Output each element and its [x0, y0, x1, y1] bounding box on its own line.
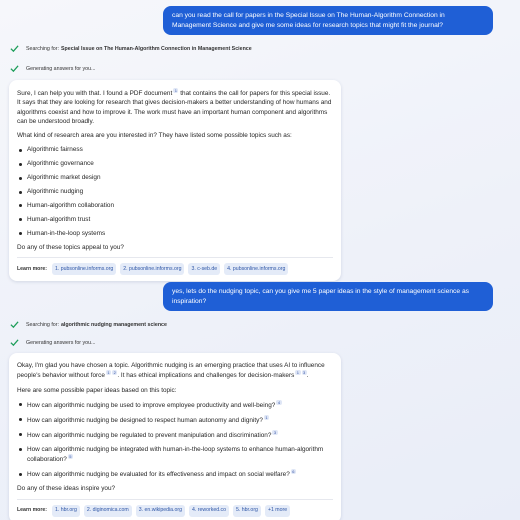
source-link[interactable]: 2. pubsonline.informs.org — [120, 263, 184, 275]
searching-label: Searching for: — [26, 321, 59, 328]
citation-marker[interactable]: 4 — [277, 399, 281, 405]
answer-text: Okay, I'm glad you have chosen a topic. Algorithmic nudging is an emerging practice that uses AI to influence people's behavior without force — [17, 362, 325, 380]
learn-more-label: Learn more: — [17, 507, 47, 514]
source-link[interactable]: 1. pubsonline.informs.org — [52, 263, 116, 275]
learn-more-label: Learn more: — [17, 265, 47, 272]
generating-status — [10, 64, 95, 73]
topic-list — [17, 145, 333, 238]
idea-text: How can algorithmic nudging be evaluated for its effectiveness and impact on social welfare? — [27, 471, 290, 479]
answer-question: What kind of research area are you interested in? They have listed some possible topics such as: — [17, 131, 292, 139]
user-message-text: can you read the call for papers in the Special Issue on The Human-Algorithm Connection in Management Science and give me some ideas for research topics that might fit the journal? — [172, 12, 445, 29]
searching-status — [10, 44, 252, 53]
idea-text: How can algorithmic nudging be regulated to prevent manipulation and discrimination? — [27, 432, 272, 440]
searching-label: Searching for: — [26, 45, 59, 52]
list-item: Human-algorithm collaboration — [17, 201, 333, 210]
citation-marker[interactable]: 1 — [296, 370, 300, 376]
user-message-bubble — [163, 282, 493, 311]
answer-text: Sure, I can help you with that. I found a PDF document — [17, 90, 173, 98]
list-item — [17, 430, 333, 440]
ideas-list — [17, 400, 333, 480]
answer-text: . It has ethical implications and challenges for decision-makers — [117, 372, 295, 380]
learn-more-row — [17, 263, 333, 275]
list-item: Algorithmic fairness — [17, 145, 333, 154]
generating-label: Generating answers for you... — [26, 65, 96, 72]
learn-more-row — [17, 505, 333, 517]
list-item: Algorithmic governance — [17, 159, 333, 168]
more-sources-link[interactable]: +1 more — [265, 505, 290, 517]
answer-closing: Do any of these ideas inspire you? — [17, 485, 116, 493]
divider — [17, 257, 333, 258]
list-item: Algorithmic market design — [17, 173, 333, 182]
idea-text: How can algorithmic nudging be used to improve employee productivity and well-being? — [27, 401, 276, 409]
citation-marker[interactable]: 5 — [69, 454, 72, 460]
check-icon — [10, 320, 19, 329]
list-item — [17, 445, 333, 465]
source-link[interactable]: 4. pubsonline.informs.org — [224, 263, 288, 275]
answer-intro — [17, 361, 333, 381]
generating-status — [10, 338, 95, 347]
idea-text: How can algorithmic nudging be integrated with human-in-the-loop systems to enhance human-algorithm collaboration? — [27, 445, 324, 464]
searching-query: algorithmic nudging management science — [60, 321, 167, 328]
divider — [17, 499, 333, 500]
source-link[interactable]: 2. diginomica.com — [84, 505, 132, 517]
check-icon — [10, 338, 19, 347]
citation-marker[interactable]: 1 — [107, 370, 110, 376]
source-link[interactable]: 4. reworked.co — [189, 505, 229, 517]
source-link[interactable]: 3. en.wikipedia.org — [136, 505, 185, 517]
list-item — [17, 400, 333, 410]
source-link[interactable]: 5. hbr.org — [233, 505, 261, 517]
source-link[interactable]: 1. hbr.org — [52, 505, 80, 517]
citation-marker[interactable]: 2 — [113, 370, 116, 376]
citation-marker[interactable]: 1 — [174, 88, 177, 93]
list-item: Algorithmic nudging — [17, 187, 333, 196]
list-item: Human-in-the-loop systems — [17, 229, 333, 238]
source-link[interactable]: 3. c-seb.de — [188, 263, 220, 275]
list-item — [17, 469, 333, 479]
list-item: Human-algorithm trust — [17, 215, 333, 224]
check-icon — [10, 44, 19, 53]
searching-query: Special Issue on The Human-Algorithm Connection in Management Science — [60, 45, 252, 52]
idea-text: How can algorithmic nudging be designed to respect human autonomy and dignity? — [27, 416, 263, 424]
searching-status — [10, 320, 167, 329]
ideas-intro: Here are some possible paper ideas based on this topic: — [17, 386, 177, 394]
citation-marker[interactable]: 3 — [273, 429, 277, 435]
assistant-answer-card — [9, 80, 341, 281]
assistant-answer-card — [9, 353, 341, 520]
generating-label: Generating answers for you... — [26, 339, 96, 346]
citation-marker[interactable]: 3 — [303, 370, 306, 376]
citation-marker[interactable]: 6 — [292, 469, 295, 475]
citation-marker[interactable]: 1 — [265, 414, 268, 420]
check-icon — [10, 64, 19, 73]
user-message-bubble — [163, 6, 493, 35]
user-message-text: yes, lets do the nudging topic, can you give me 5 paper ideas in the style of management science as inspiration? — [172, 288, 470, 305]
answer-closing: Do any of these topics appeal to you? — [17, 243, 124, 251]
answer-intro — [17, 88, 333, 126]
list-item — [17, 415, 333, 425]
answer-text: that contains the call for papers for this special issue. It says that they are looking for research that gives decision-makers a better understanding of how humans and algorithms coexist and how to improve it. The work must have an important human component and algorithms can be understood broadly. — [17, 90, 332, 125]
answer-text: . — [306, 372, 309, 380]
